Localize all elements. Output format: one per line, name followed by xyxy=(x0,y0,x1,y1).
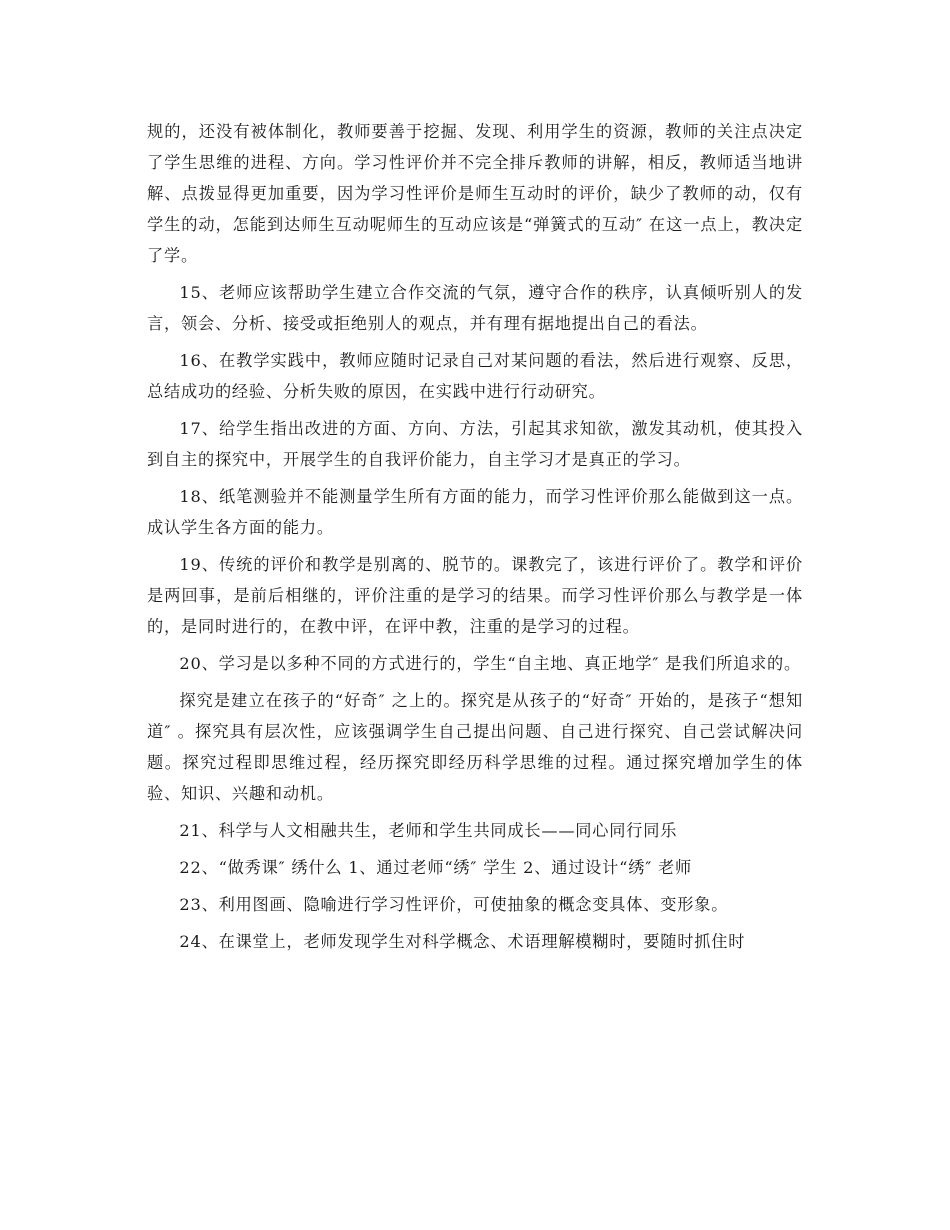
paragraph-item-15: 15、老师应该帮助学生建立合作交流的气氛，遵守合作的秩序，认真倾听别人的发言，领会、分析、接受或拒绝别人的观点，并有理有据地提出自己的看法。 xyxy=(147,283,803,333)
paragraph-item-17: 17、给学生指出改进的方面、方向、方法，引起其求知欲，激发其动机，使其投入到自主的探究中，开展学生的自我评价能力，自主学习才是真正的学习。 xyxy=(147,419,803,469)
paragraph-item-23: 23、利用图画、隐喻进行学习性评价，可使抽象的概念变具体、变形象。 xyxy=(179,895,729,914)
paragraph-inquiry: 探究是建立在孩子的“好奇″ 之上的。探究是从孩子的“好奇″ 开始的，是孩子“想知道″ 。探究具有层次性，应该强调学生自己提出问题、自己进行探究、自己尝试解决问题。探究过程即思维过程，经历探究即经历科学思维的过程。通过探究增加学生的体验、知识、兴趣和动机。 xyxy=(147,691,803,803)
paragraph-item-22: 22、“做秀课″ 绣什么 1、通过老师“绣″ 学生 2、通过设计“绣″ 老师 xyxy=(179,858,692,877)
paragraph-item-16: 16、在教学实践中，教师应随时记录自己对某问题的看法，然后进行观察、反思，总结成功的经验、分析失败的原因，在实践中进行行动研究。 xyxy=(147,351,803,401)
paragraph-item-20: 20、学习是以多种不同的方式进行的，学生“自主地、真正地学″ 是我们所追求的。 xyxy=(179,654,802,673)
paragraph-item-19: 19、传统的评价和教学是别离的、脱节的。课教完了，该进行评价了。教学和评价是两回事，是前后相继的，评价注重的是学习的结果。而学习性评价那么与教学是一体的，是同时进行的，在教中评，在评中教，注重的是学习的过程。 xyxy=(147,555,803,636)
paragraph-item-18: 18、纸笔测验并不能测量学生所有方面的能力，而学习性评价那么能做到这一点。成认学生各方面的能力。 xyxy=(147,487,803,537)
paragraph-item-21: 21、科学与人文相融共生，老师和学生共同成长——同心同行同乐 xyxy=(179,821,678,840)
document-page xyxy=(147,116,803,963)
paragraph-item-24: 24、在课堂上，老师发现学生对科学概念、术语理解模糊时，要随时抓住时 xyxy=(179,932,746,951)
paragraph-continuation: 规的，还没有被体制化，教师要善于挖掘、发现、利用学生的资源，教师的关注点决定了学生思维的进程、方向。学习性评价并不完全排斥教师的讲解，相反，教师适当地讲解、点拨显得更加重要，因为学习性评价是师生互动时的评价，缺少了教师的动，仅有学生的动，怎能到达师生互动呢师生的互动应该是“弹簧式的互动″ 在这一点上，教决定了学。 xyxy=(147,122,803,265)
